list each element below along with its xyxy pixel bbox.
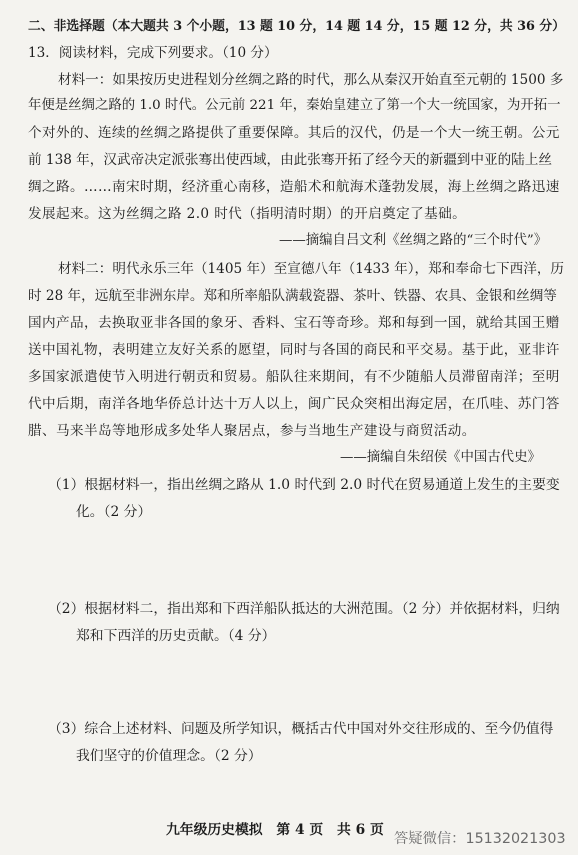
section-header: 二、非选择题（本大题共 3 个小题，13 题 10 分，14 题 14 分，15 题 12 分，共 36 分） (28, 19, 565, 34)
material-2-line: 腊、马来半岛等地形成多处华人聚居点，参与当地生产建设与商贸活动。 (28, 423, 476, 439)
material-2-line: 代中后期，南洋各地华侨总计达十万人以上，闽广民众突相出海定居，在爪哇、苏门答 (28, 396, 560, 412)
sub-question-line: 我们坚守的价值理念。（2 分） (76, 748, 262, 764)
material-1-line: 年便是丝绸之路的 1.0 时代。公元前 221 年，秦始皇建立了第一个大一统国家，为开拓一 (28, 98, 561, 113)
question-13-heading: 13．阅读材料，完成下列要求。（10 分） (28, 45, 278, 61)
material-2-source: ——摘编自朱绍侯《中国古代史》 (340, 450, 541, 465)
material-1-line: 个对外的、连续的丝绸之路提供了重要保障。其后的汉代，仍是一个大一统王朝。公元 (28, 125, 560, 141)
material-1-line: 发展起来。这为丝绸之路 2.0 时代（指明清时期）的开启奠定了基础。 (28, 206, 467, 222)
material-1-line: 材料一：如果按历史进程划分丝绸之路的时代，那么从秦汉开始直至元朝的 1500 多 (58, 72, 564, 88)
page-footer: 九年级历史模拟 第 4 页 共 6 页 (166, 822, 384, 838)
material-2-line: 时 28 年，远航至非洲东岸。郑和所率船队满载瓷器、茶叶、铁器、农具、金银和丝绸等 (28, 288, 557, 304)
sub-question-line: （3）综合上述材料、问题及所学知识，概括古代中国对外交往形成的、至今仍值得 (48, 721, 554, 737)
sub-question-line: 郑和下西洋的历史贡献。（4 分） (76, 628, 276, 644)
sub-question-line: 化。（2 分） (76, 504, 152, 520)
material-2-line: 材料二：明代永乐三年（1405 年）至宣德八年（1433 年），郑和奉命七下西洋，历 (58, 261, 565, 277)
material-2-line: 送中国礼物，表明建立友好关系的愿望，同时与各国的商民和平交易。基于此，亚非许 (28, 342, 560, 358)
material-2-line: 国内产品，去换取亚非各国的象牙、香料、宝石等奇珍。郑和每到一国，就给其国王赠 (28, 315, 560, 331)
material-1-line: 绸之路。……南宋时期，经济重心南移，造船术和航海术蓬勃发展，海上丝绸之路迅速 (28, 179, 560, 195)
material-1-source: ——摘编自吕文利《丝绸之路的“三个时代”》 (279, 233, 548, 248)
sub-question-line: （2）根据材料二，指出郑和下西洋船队抵达的大洲范围。（2 分）并依据材料，归纳 (48, 601, 560, 617)
material-2-line: 多国家派遣使节入明进行朝贡和贸易。船队往来期间，有不少随船人员滞留南洋；至明 (28, 369, 560, 385)
sub-question-line: （1）根据材料一，指出丝绸之路从 1.0 时代到 2.0 时代在贸易通道上发生的主要变 (48, 477, 560, 493)
contact-watermark: 答疑微信：15132021303 (394, 831, 566, 847)
material-1-line: 前 138 年，汉武帝决定派张骞出使西域，由此张骞开拓了经今天的新疆到中亚的陆上丝 (28, 152, 552, 168)
